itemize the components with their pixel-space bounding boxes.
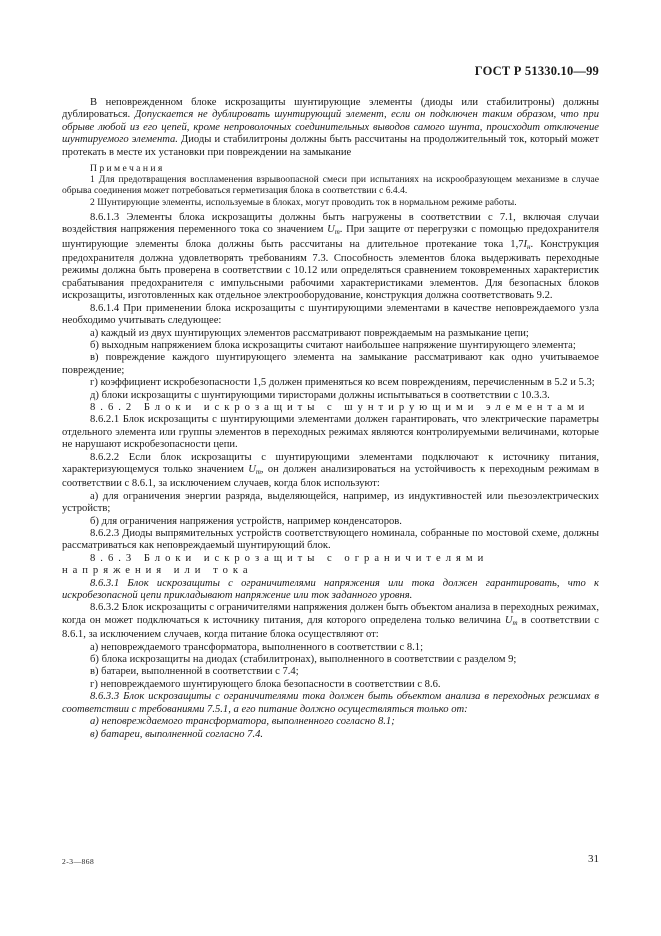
list-item-b: б) для ограничения напряжения устройств, например конденсаторов. xyxy=(90,515,402,527)
clause-8-6-1-4: 8.6.1.4 При применении блока искрозащиты с шунтирующими элементами в качестве неповреждаемого узла необходимо учитывать следующее: xyxy=(62,302,599,327)
paragraph-shunt-duplication xyxy=(62,97,599,159)
note-1: 1 Для предотвращения воспламенения взрывоопасной смеси при испытаниях на искрообразующем механизме в случае обрыва соединения может потребоваться герметизация блока в соответствии с 6.4.4. xyxy=(62,174,599,197)
document-body xyxy=(62,97,599,741)
note-2: 2 Шунтирующие элементы, используемые в блоках, могут проводить ток в нормальном режиме работы. xyxy=(90,196,517,208)
list-item-a: а) неповреждаемого трансформатора, выполненного согласно 8.1; xyxy=(90,716,395,728)
text: . Конструкция предохранителя должна удовлетворять требованиям 7.3. Способность элементов блока выдерживать переходные режимы должна быть проверена в соответствии с 10.12 или определяться сравнением токовременных характеристик срабатывания предохранителя с импульсными рабочими характеристиками элементов. Для безопасных блоков искрозащиты, изготовленных как отдельное электрооборудование, конструкция должна соответствовать 9.2. xyxy=(62,238,599,302)
list-item-c: в) повреждение каждого шунтирующего элемента на замыкание рассматривают как одно учитываемое повреждение; xyxy=(62,352,599,376)
subscript: m xyxy=(334,228,340,237)
section-heading-8-6-2: 8.6.2 Блоки искрозащиты с шунтирующими элементами xyxy=(90,401,590,413)
subscript: m xyxy=(512,618,518,627)
list-item-e: д) блоки искрозащиты с шунтирующими тиристорами должны испытываться в соответствии с 10.3.3. xyxy=(90,389,550,401)
symbol-u: U xyxy=(248,463,256,475)
print-code: 2-3—868 xyxy=(62,857,95,866)
text: В неповрежденном блоке искрозащиты шунтирующие элементы (диоды или стабилитроны) должны дублироваться. xyxy=(62,97,599,121)
symbol-u: U xyxy=(327,224,335,236)
subscript: m xyxy=(255,467,261,476)
clause-8-6-2-2 xyxy=(62,452,599,491)
text: 8.6.1.3 Элементы блока искрозащиты должны быть нагружены в соответствии с 7.1, включая случаи воздействия напряжения переменного тока со значением xyxy=(62,211,599,236)
clause-8-6-2-1: 8.6.2.1 Блок искрозащиты с шунтирующими элементами должен гарантировать, что электрические параметры отдельного элемента или группы элементов в переходных режимах являются контролируемыми величинами, которые не нарушают искробезопасности цепи. xyxy=(62,414,599,451)
clause-8-6-3-1: 8.6.3.1 Блок искрозащиты с ограничителями напряжения или тока должен гарантировать, что к искробезопасной цепи прикладывают напряжение или ток заданного уровня. xyxy=(62,577,599,602)
text: , он должен анализироваться на устойчивость к переходным режимам в соответствии с 8.6.1, за исключением случаев, когда блок используют: xyxy=(62,463,599,490)
notes-heading: Примечания xyxy=(90,163,165,175)
list-item-a: а) неповреждаемого трансформатора, выполненного в соответствии с 8.1; xyxy=(90,641,424,653)
list-item-a: а) каждый из двух шунтирующих элементов рассматривают повреждаемым на размыкание цепи; xyxy=(90,327,529,339)
list-item-d: г) коэффициент искробезопасности 1,5 должен применяться ко всем повреждениям, перечисленным в 5.2 и 5.3; xyxy=(90,377,595,389)
text: 8.6.3.2 Блок искрозащиты с ограничителями напряжения должен быть объектом анализа в переходных режимах, когда он может подключаться к источнику питания, для которого определена только величина xyxy=(62,602,599,626)
symbol-i: I xyxy=(523,238,528,250)
clause-8-6-1-3 xyxy=(62,212,599,303)
text: в соответствии с 8.6.1, за исключением случаев, когда питание блока осуществляют от: xyxy=(62,614,599,641)
text: 8.6.2.2 Если блок искрозащиты с шунтирующими элементами подключают к источнику питания, характеризующемуся только значением xyxy=(62,451,599,475)
text: . При защите от перегрузки с помощью предохранителя шунтирующие элементы блока должны быть рассчитаны на длительное протекание тока 1,7 xyxy=(62,224,599,250)
text: Диоды и стабилитроны должны быть рассчитаны на продолжительный ток, который может протекать в месте их установки при повреждении на замыкание xyxy=(62,134,599,158)
document-code: ГОСТ Р 51330.10—99 xyxy=(474,64,599,78)
section-heading-8-6-3: 8.6.3 Блоки искрозащиты с ограничителями напряжения или тока xyxy=(62,552,489,577)
italic-text: Допускается не дублировать шунтирующий элемент, если он подключен таким образом, что при обрыве любой из его цепей, кроме непроволочных соединительных выводов самого шунта, происходит отключение шунтируемого элемента. xyxy=(62,109,599,146)
clause-8-6-2-3: 8.6.2.3 Диоды выпрямительных устройств соответствующего номинала, собранные по мостовой схеме, должны рассматриваться как неповреждаемый шунтирующий блок. xyxy=(62,528,599,552)
subscript: н xyxy=(527,242,531,251)
list-item-b: б) выходным напряжением блока искрозащиты считают наибольшее напряжение шунтирующего элемента; xyxy=(90,339,576,351)
symbol-u: U xyxy=(504,614,513,626)
list-item-b: в) батареи, выполненной согласно 7.4. xyxy=(90,728,264,740)
clause-8-6-3-3: 8.6.3.3 Блок искрозащиты с ограничителями тока должен быть объектом анализа в переходных режимах в соответствии с требованиями 7.5.1, а его питание должно осуществляться только от: xyxy=(62,691,599,715)
page-number: 31 xyxy=(588,853,599,865)
list-item-b: б) блока искрозащиты на диодах (стабилитронах), выполненного в соответствии с разделом 9; xyxy=(90,654,517,666)
clause-8-6-3-2 xyxy=(62,602,599,641)
list-item-c: в) батареи, выполненной в соответствии с 7.4; xyxy=(90,666,299,678)
list-item-d: г) неповреждаемого шунтирующего блока безопасности в соответствии с 8.6. xyxy=(90,678,441,690)
list-item-a: а) для ограничения энергии разряда, выделяющейся, например, из индуктивностей или пьезоэлектрических устройств; xyxy=(62,490,599,515)
